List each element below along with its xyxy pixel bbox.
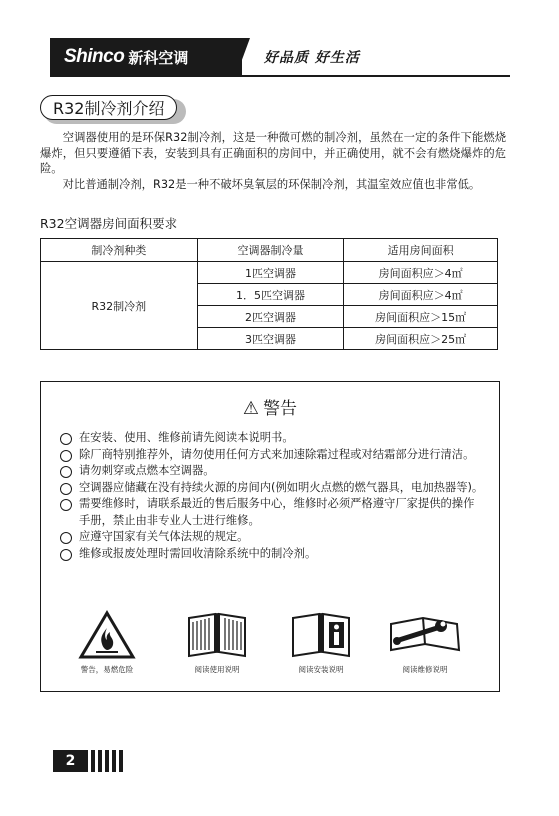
- refrigerant-cell: R32制冷剂: [41, 262, 198, 350]
- warning-item: [59, 529, 485, 546]
- brand-logo: Shinco: [64, 46, 125, 67]
- warning-item: [59, 430, 485, 447]
- read-manual-symbol: [167, 610, 267, 680]
- flammable-warning-icon: [78, 610, 136, 660]
- warning-item-text: 在安装、使用、维修前请先阅读本说明书。: [79, 431, 294, 444]
- icon-caption: 警告，易燃危险: [80, 665, 134, 674]
- warning-item: [59, 480, 485, 497]
- table-header-row: [41, 239, 498, 262]
- symbol-row: [57, 610, 487, 680]
- warning-title: 警告: [263, 399, 298, 419]
- header-refrigerant-type: 制冷剂种类: [41, 239, 198, 262]
- table-row: [41, 262, 498, 284]
- warning-item-text: 除厂商特别推荐外，请勿使用任何方式来加速除霜过程或对结霜部分进行清洁。: [79, 447, 475, 461]
- slogan: 好品质 好生活: [264, 50, 360, 66]
- bullet-circle-icon: [60, 466, 72, 478]
- warning-item-text: 空调器应储藏在没有持续火源的房间内(例如明火点燃的燃气器具，电加热器等)。: [79, 480, 484, 494]
- bar-decoration: [112, 750, 116, 772]
- icon-caption: 阅读维修说明: [402, 665, 448, 674]
- comparison-paragraph: 对比普通制冷剂，R32是一种不破坏臭氧层的环保制冷剂，其温室效应值也非常低。: [40, 178, 481, 191]
- area-cell: 房间面积应＞15㎡: [344, 306, 498, 328]
- wrench-manual-icon: [385, 610, 465, 660]
- bullet-circle-icon: [60, 499, 72, 511]
- section-title: R32制冷剂介绍: [40, 95, 177, 120]
- brand-bar: [50, 38, 242, 76]
- brand-notch: [236, 38, 250, 76]
- icon-caption: 阅读使用说明: [194, 665, 240, 674]
- capacity-cell: 3匹空调器: [197, 328, 344, 350]
- bar-decoration: [119, 750, 123, 772]
- bullet-circle-icon: [60, 433, 72, 445]
- bar-decoration: [105, 750, 109, 772]
- bullet-circle-icon: [60, 483, 72, 495]
- warning-item: [59, 447, 485, 464]
- bullet-circle-icon: [60, 532, 72, 544]
- warning-item-text: 请勿刺穿或点燃本空调器。: [79, 464, 215, 477]
- service-manual-symbol: [375, 610, 475, 680]
- warning-triangle-icon: ⚠: [242, 398, 260, 419]
- install-manual-symbol: [271, 610, 371, 680]
- table-title: R32空调器房间面积要求: [40, 216, 178, 231]
- intro-paragraph: 空调器使用的是环保R32制冷剂，这是一种微可燃的制冷剂，虽然在一定的条件下能燃烧爆炸，但只要遵循下表，安装到具有正确面积的房间中，并正确使用，就不会有燃烧爆炸的危险。: [40, 131, 506, 175]
- area-cell: 房间面积应＞25㎡: [344, 328, 498, 350]
- bar-decoration: [91, 750, 95, 772]
- area-cell: 房间面积应＞4㎡: [344, 262, 498, 284]
- bullet-circle-icon: [60, 549, 72, 561]
- warning-heading: [41, 394, 499, 419]
- warning-item-text: 应遵守国家有关气体法规的规定。: [79, 530, 249, 543]
- capacity-cell: 1．5匹空调器: [197, 284, 344, 306]
- warning-list: [59, 430, 485, 562]
- brand-name: 新科空调: [128, 48, 189, 67]
- capacity-cell: 2匹空调器: [197, 306, 344, 328]
- area-cell: 房间面积应＞4㎡: [344, 284, 498, 306]
- warning-item: [59, 463, 485, 480]
- warning-item: [59, 546, 485, 563]
- page-number-bars: [91, 750, 123, 772]
- warning-item: [59, 496, 485, 529]
- bullet-circle-icon: [60, 450, 72, 462]
- open-book-icon: [185, 610, 249, 660]
- page-header: [50, 38, 510, 76]
- icon-caption: 阅读安装说明: [298, 665, 344, 674]
- room-area-table: [40, 238, 498, 350]
- header-capacity: 空调器制冷量: [197, 239, 344, 262]
- bar-decoration: [98, 750, 102, 772]
- capacity-cell: 1匹空调器: [197, 262, 344, 284]
- info-manual-icon: [289, 610, 353, 660]
- warning-item-text: 维修或报废处理时需回收清除系统中的制冷剂。: [79, 546, 317, 560]
- warning-item-text: 需要维修时，请联系最近的售后服务中心，维修时必须严格遵守厂家提供的操作手册，禁止由非专业人士进行维修。: [79, 497, 475, 527]
- header-room-area: 适用房间面积: [344, 239, 498, 262]
- flammable-symbol: [57, 610, 157, 680]
- warning-box: [40, 381, 500, 692]
- page-number: 2: [53, 750, 88, 772]
- header-divider: [50, 75, 510, 77]
